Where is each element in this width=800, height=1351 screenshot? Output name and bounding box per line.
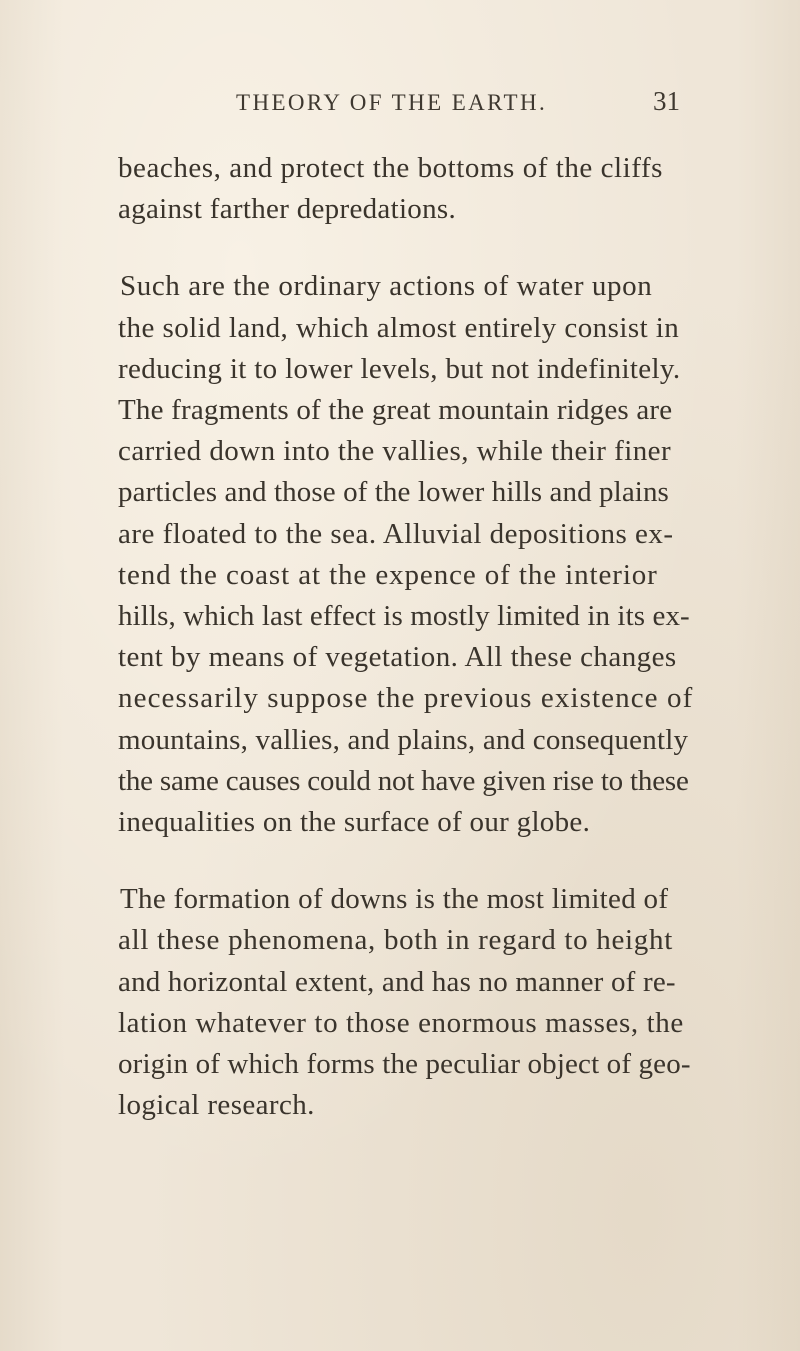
text-line: The fragments of the great mountain ridges are [118,394,673,427]
body-text [118,148,708,1126]
text-line: the same causes could not have given rise to these [118,764,689,797]
paragraph-2 [118,266,708,843]
text-line: tend the coast at the expence of the interior [118,558,658,591]
text-line: The formation of downs is the most limited of [120,883,669,916]
text-line: against farther depredations. [118,193,457,226]
text-line: logical research. [118,1089,315,1122]
text-line: carried down into the vallies, while their finer [118,435,672,468]
text-line: hills, which last effect is mostly limited in its ex- [118,600,690,633]
text-line: inequalities on the surface of our globe. [118,806,591,839]
text-line: and horizontal extent, and has no manner of re- [118,965,676,998]
text-line: all these phenomena, both in regard to height [118,924,673,957]
text-line: origin of which forms the peculiar object of geo- [118,1048,691,1081]
running-title: THEORY OF THE EARTH. [236,90,548,115]
paragraph-1 [118,148,708,230]
page-number: 31 [653,86,680,116]
text-line: the solid land, which almost entirely consist in [118,311,680,344]
text-line: reducing it to lower levels, but not indefinitely. [118,352,681,385]
paragraph-3 [118,879,708,1126]
text-line: Such are the ordinary actions of water upon [120,270,653,303]
text-line: mountains, vallies, and plains, and consequently [118,723,689,756]
text-line: tent by means of vegetation. All these changes [118,641,677,674]
running-head [118,84,680,124]
text-line: necessarily suppose the previous existence of [118,682,694,715]
text-line: beaches, and protect the bottoms of the cliffs [118,152,663,184]
text-line: lation whatever to those enormous masses, the [118,1006,684,1039]
text-line: are floated to the sea. Alluvial depositions ex- [118,517,674,550]
text-line: particles and those of the lower hills and plains [118,476,669,509]
